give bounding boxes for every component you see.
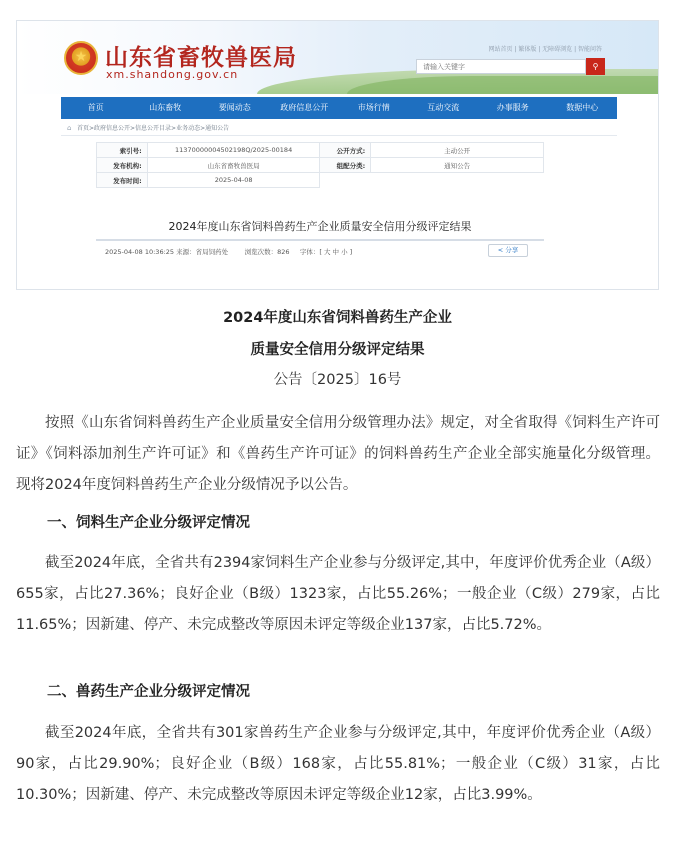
nav-item-interaction[interactable]: 互动交流 [427,103,460,112]
disclosure-value: 主动公开 [371,143,544,158]
search-icon: ⚲ [592,62,599,71]
site-header-banner [17,21,659,94]
home-icon: ⌂ [67,124,72,132]
table-row [97,173,544,188]
disclosure-label: 公开方式: [320,143,371,158]
intro-paragraph: 按照《山东省饲料兽药生产企业质量安全信用分级管理办法》规定，对全省取得《饲料生产许可证》《饲料添加剂生产许可证》和《兽药生产许可证》的饲料兽药生产企业全部实施量化分级管理。现将2024年度饲料兽药生产企业分级情况予以公告。 [16,415,660,493]
national-emblem-icon: ★ [64,41,98,75]
section1-heading: 一、饲料生产企业分级评定情况 [47,515,250,531]
nav-item-news[interactable]: 要闻动态 [218,103,251,112]
article-title-line1: 2024年度山东省饲料兽药生产企业 [223,310,452,326]
announcement-number: 公告〔2025〕16号 [273,372,402,388]
section2-paragraph: 截至2024年底，全省共有301家兽药生产企业参与分级评定,其中，年度评价优秀企业（A级）90家，占比29.90%；良好企业（B级）168家，占比55.81%；一般企业（C级）31家，占比10.30%；因新建、停产、未完成整改等原因未评定等级企业12家，占比3.99%。 [16,725,660,803]
search-input[interactable] [416,59,586,74]
nav-item-data-center[interactable]: 数据中心 [566,103,599,112]
nav-item-home[interactable]: 首页 [87,103,104,112]
category-value: 通知公告 [371,158,544,173]
issuer-label: 发布机构: [97,158,148,173]
nav-item-market[interactable]: 市场行情 [357,103,390,112]
document-info: 2025-04-08 10:36:25 来源：省局饲药处 浏览次数：826 字体：[ 大 中 小 ] [105,248,353,256]
section1-paragraph: 截至2024年底，全省共有2394家饲料生产企业参与分级评定,其中，年度评价优秀企业（A级）655家，占比27.36%；良好企业（B级）1323家，占比55.26%；一般企业（C级）279家，占比11.65%；因新建、停产、未完成整改等原因未评定等级企业137家，占比5.72%。 [16,555,660,633]
category-label: 组配分类: [320,158,371,173]
meta-table [96,142,544,188]
breadcrumb-text[interactable]: 首页>政府信息公开>信息公开目录>业务动态>通知公告 [77,125,230,132]
nav-item-services[interactable]: 办事服务 [496,103,529,112]
issuer-value: 山东省畜牧兽医局 [147,158,320,173]
share-button[interactable] [488,244,528,257]
date-label: 发布时间: [97,173,148,188]
date-value: 2025-04-08 [147,173,320,188]
nav-item-shandong-livestock[interactable]: 山东畜牧 [149,103,182,112]
index-label: 索引号: [97,143,148,158]
nav-item-gov-info[interactable]: 政府信息公开 [280,103,329,112]
index-value: 11370000004502198Q/2025-00184 [147,143,320,158]
share-label: 分享 [505,246,519,254]
breadcrumb [61,122,617,136]
section2-heading: 二、兽药生产企业分级评定情况 [47,684,250,700]
article-title-line2: 质量安全信用分级评定结果 [250,342,425,358]
site-domain: xm.shandong.gov.cn [106,68,239,81]
top-links[interactable]: 网站首页 | 繁体版 | 无障碍浏览 | 智能问答 [488,46,602,53]
site-name: 山东省畜牧兽医局 [105,44,297,71]
search-button[interactable] [586,58,605,75]
table-row [97,143,544,158]
main-nav [61,97,617,119]
share-icon: < [497,246,504,254]
table-row [97,158,544,173]
document-title: 2024年度山东省饲料兽药生产企业质量安全信用分级评定结果 [96,213,544,241]
